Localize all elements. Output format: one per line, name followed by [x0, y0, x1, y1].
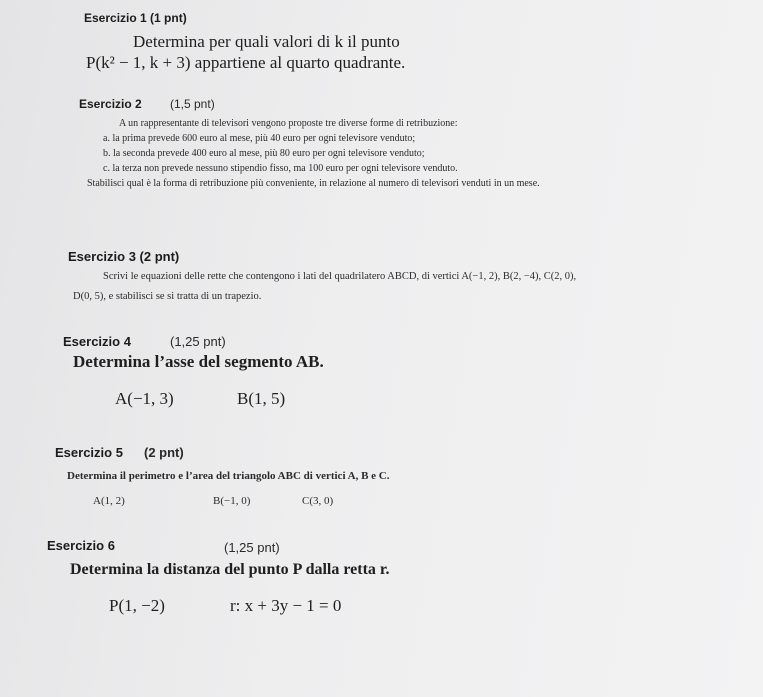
ex2-question: Stabilisci qual è la forma di retribuzione più conveniente, in relazione al numero di televisori venduti in un mese. [87, 178, 540, 189]
ex5-text: Determina il perimetro e l’area del triangolo ABC di vertici A, B e C. [67, 470, 390, 482]
ex1-line1: Determina per quali valori di k il punto [133, 32, 400, 51]
ex5-points: (2 pnt) [144, 445, 184, 460]
ex5-point-c: C(3, 0) [302, 495, 334, 507]
ex2-intro: A un rappresentante di televisori vengono proposte tre diverse forme di retribuzione: [119, 118, 458, 129]
ex6-line: r: x + 3y − 1 = 0 [230, 596, 342, 615]
ex6-point: P(1, −2) [109, 596, 165, 615]
ex2-item-a: a. la prima prevede 600 euro al mese, più 40 euro per ogni televisore venduto; [103, 133, 416, 144]
ex2-title: Esercizio 2 [79, 97, 142, 111]
ex4-text: Determina l’asse del segmento AB. [73, 352, 324, 371]
ex4-point-a: A(−1, 3) [115, 389, 174, 408]
ex5-title: Esercizio 5 [55, 445, 123, 460]
ex3-line1: Scrivi le equazioni delle rette che contengono i lati del quadrilatero ABCD, di vertici A(−1, 2), B(2, −4), C(2, 0), [103, 271, 577, 282]
ex3-line2: D(0, 5), e stabilisci se si tratta di un trapezio. [73, 291, 262, 302]
ex6-title: Esercizio 6 [47, 538, 115, 553]
ex2-points: (1,5 pnt) [170, 97, 215, 111]
ex4-title: Esercizio 4 [63, 334, 131, 349]
ex2-item-b: b. la seconda prevede 400 euro al mese, più 80 euro per ogni televisore venduto; [103, 148, 425, 159]
ex1-title: Esercizio 1 (1 pnt) [84, 11, 187, 25]
ex4-point-b: B(1, 5) [237, 389, 286, 408]
ex5-point-b: B(−1, 0) [213, 495, 251, 507]
ex6-points: (1,25 pnt) [224, 540, 280, 555]
ex2-item-c: c. la terza non prevede nessuno stipendio fisso, ma 100 euro per ogni televisore venduto. [103, 163, 458, 174]
ex6-text: Determina la distanza del punto P dalla retta r. [70, 561, 390, 578]
ex5-point-a: A(1, 2) [93, 495, 125, 507]
ex3-title: Esercizio 3 (2 pnt) [68, 249, 180, 264]
ex4-points: (1,25 pnt) [170, 334, 226, 349]
ex1-line2: P(k² − 1, k + 3) appartiene al quarto quadrante. [86, 53, 406, 72]
